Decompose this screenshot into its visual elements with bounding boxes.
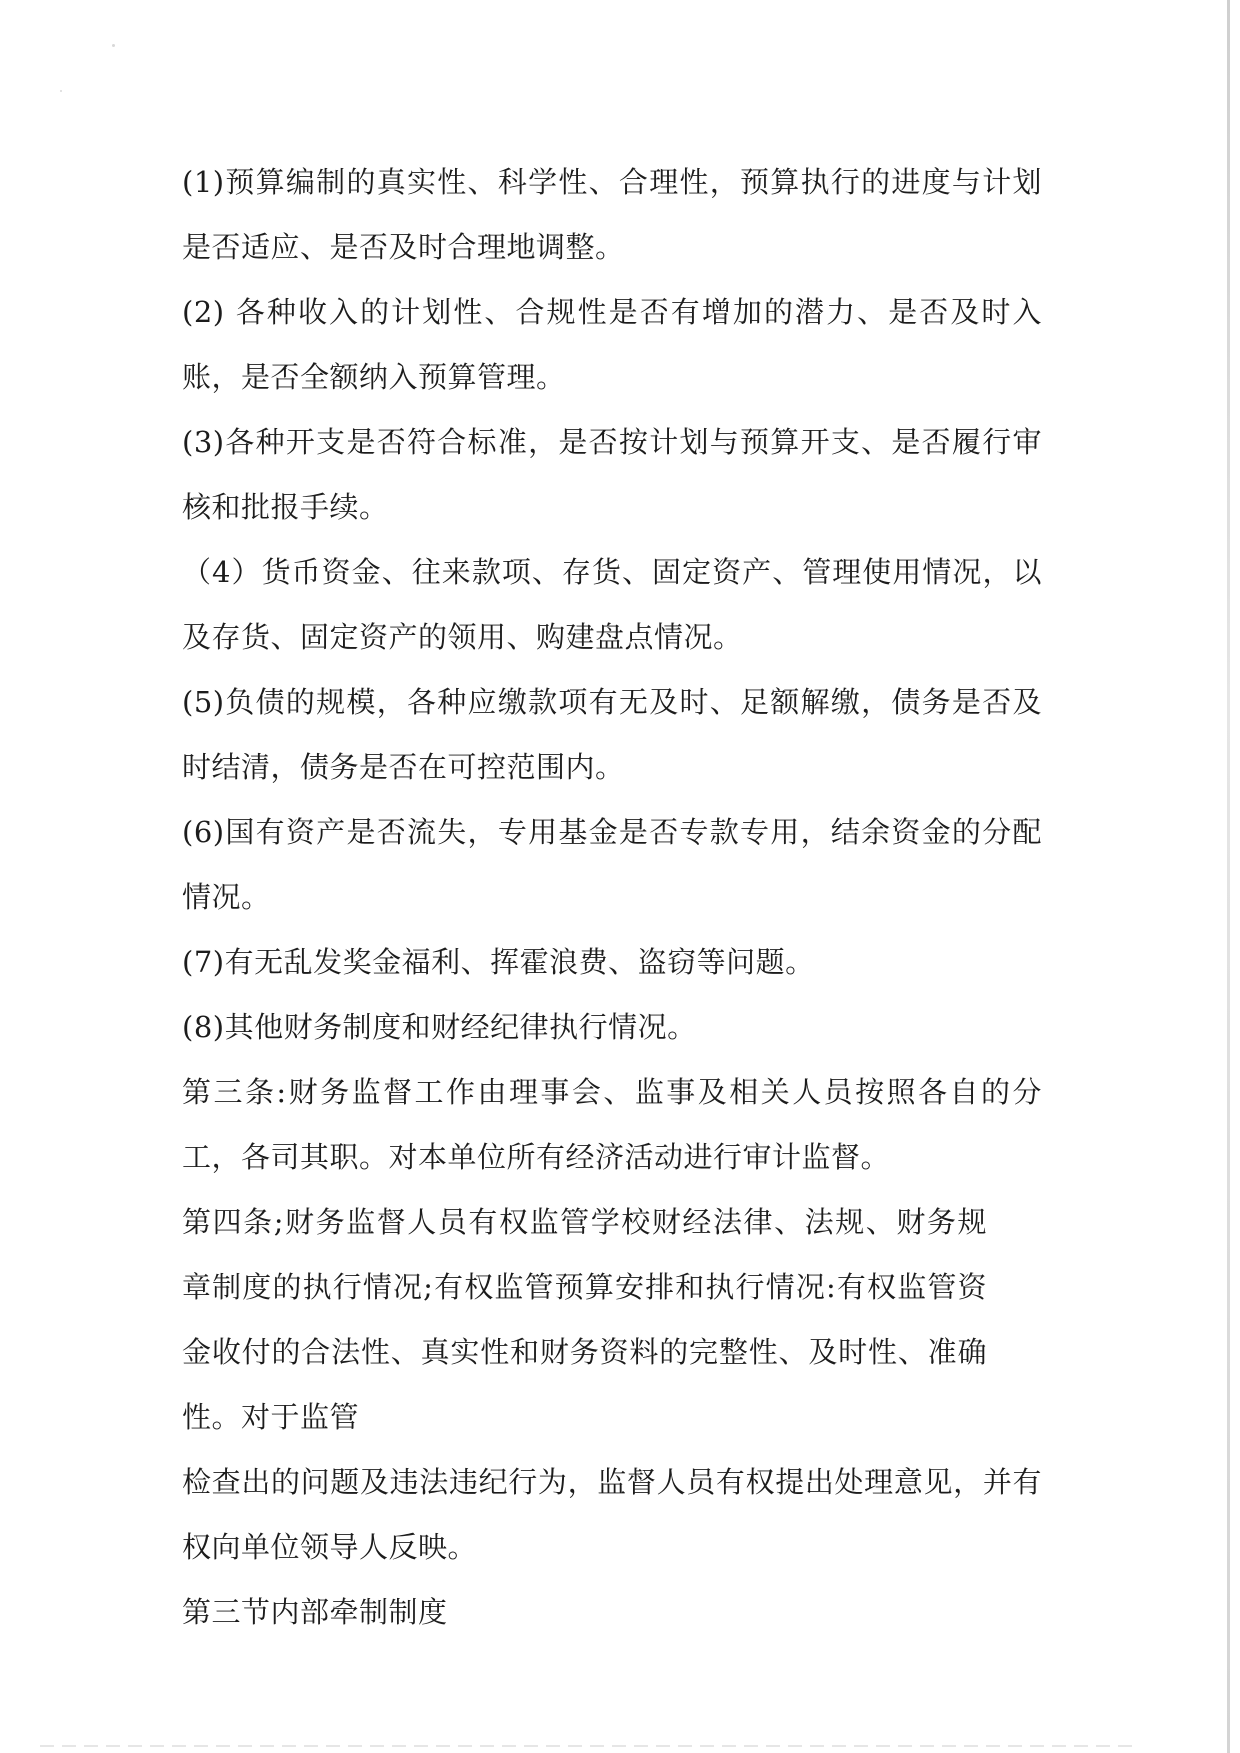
paragraph-item-6: (6)国有资产是否流失，专用基金是否专款专用，结余资金的分配情况。 xyxy=(182,815,1042,914)
paragraph-item-2: (2) 各种收入的计划性、合规性是否有增加的潜力、是否及时入账，是否全额纳入预算管理。 xyxy=(182,295,1042,394)
paragraph-item-1: (1)预算编制的真实性、科学性、合理性，预算执行的进度与计划是否适应、是否及时合理地调整。 xyxy=(182,165,1042,264)
paragraph-article-4: 第四条;财务监督人员有权监管学校财经法律、法规、财务规章制度的执行情况;有权监管预算安排和执行情况:有权监管资金收付的合法性、真实性和财务资料的完整性、及时性、准确性。对于监管 xyxy=(182,1205,987,1434)
scan-speck xyxy=(112,44,115,47)
paragraph-item-4: （4）货币资金、往来款项、存货、固定资产、管理使用情况，以及存货、固定资产的领用、购建盘点情况。 xyxy=(182,555,1042,654)
document-body xyxy=(182,150,1042,1645)
paragraph-article-3: 第三条:财务监督工作由理事会、监事及相关人员按照各自的分工，各司其职。对本单位所有经济活动进行审计监督。 xyxy=(182,1075,1042,1174)
paragraph-item-8: (8)其他财务制度和财经纪律执行情况。 xyxy=(182,1010,697,1044)
paragraph-item-5: (5)负债的规模，各种应缴款项有无及时、足额解缴，债务是否及时结清，债务是否在可控范围内。 xyxy=(182,685,1042,784)
paragraph-item-7: (7)有无乱发奖金福利、挥霍浪费、盗窃等问题。 xyxy=(182,945,815,979)
scan-noise xyxy=(40,1745,1140,1747)
paragraph-article-4-continued: 检查出的问题及违法违纪行为，监督人员有权提出处理意见，并有权向单位领导人反映。 xyxy=(182,1465,1042,1564)
section-heading: 第三节内部牵制制度 xyxy=(182,1595,448,1629)
paragraph-item-3: (3)各种开支是否符合标准，是否按计划与预算开支、是否履行审核和批报手续。 xyxy=(182,425,1042,524)
scan-speck xyxy=(60,90,62,92)
page-edge-shadow xyxy=(1227,0,1230,1753)
